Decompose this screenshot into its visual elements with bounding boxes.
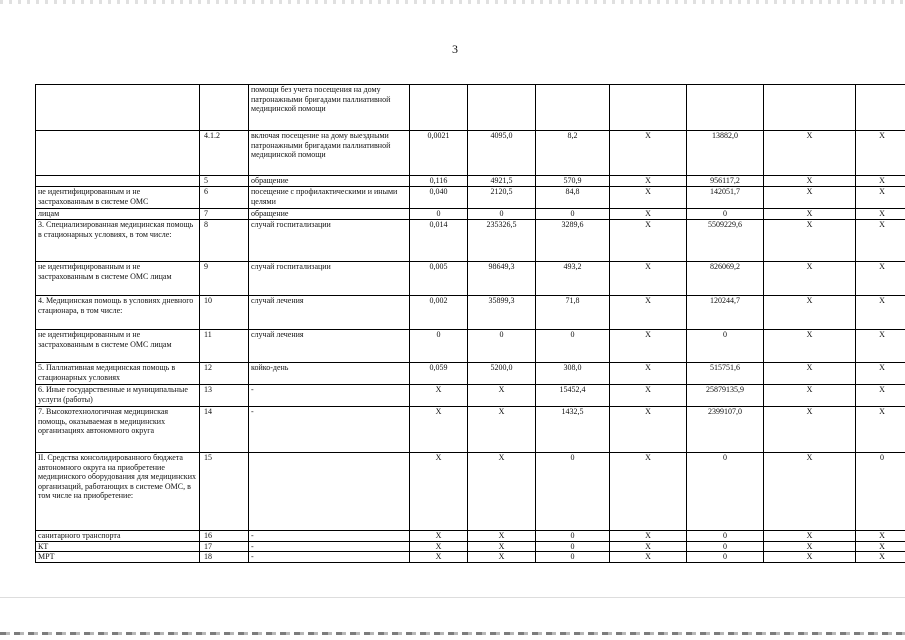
cell-volume-norm: X (410, 552, 468, 563)
cell-unit: - (249, 385, 410, 407)
cell-per-capita-oms: X (610, 385, 687, 407)
cell-indicator-name: 3. Специализированная медицинская помощь в стационарных условиях, в том числе: (36, 220, 200, 262)
cell-row-number (200, 85, 249, 131)
cell-row-number: 14 (200, 407, 249, 453)
cell-share-percent: X (856, 385, 905, 407)
cell-cost-budget: 0 (687, 209, 764, 220)
cell-cost-budget: 826069,2 (687, 262, 764, 296)
cell-per-capita-oms: X (610, 187, 687, 209)
cell-volume-norm: 0,002 (410, 296, 468, 330)
table-row (36, 407, 905, 453)
cell-volume-norm: 0 (410, 330, 468, 363)
cell-per-capita-budget: 84,8 (536, 187, 610, 209)
cell-unit: случай лечения (249, 330, 410, 363)
cell-per-capita-budget (536, 85, 610, 131)
cell-per-capita-budget: 0 (536, 209, 610, 220)
cell-cost-norm: 2120,5 (468, 187, 536, 209)
cell-share-percent (856, 85, 905, 131)
table-row (36, 531, 905, 542)
cell-per-capita-oms: X (610, 330, 687, 363)
table-row (36, 176, 905, 187)
cell-unit: обращение (249, 176, 410, 187)
cell-per-capita-budget: 71,8 (536, 296, 610, 330)
cell-per-capita-budget: 0 (536, 330, 610, 363)
cell-share-percent: X (856, 262, 905, 296)
cell-cost-oms: X (764, 552, 856, 563)
cell-cost-norm: X (468, 531, 536, 542)
cell-unit: - (249, 552, 410, 563)
cell-cost-budget: 5509229,6 (687, 220, 764, 262)
cell-cost-budget: 0 (687, 531, 764, 542)
cell-share-percent: X (856, 407, 905, 453)
table-row (36, 541, 905, 552)
cell-cost-budget: 0 (687, 330, 764, 363)
cell-cost-oms: X (764, 209, 856, 220)
cell-cost-oms: X (764, 330, 856, 363)
cell-indicator-name: не идентифицированным и не застрахованным в системе ОМС (36, 187, 200, 209)
cell-row-number: 10 (200, 296, 249, 330)
cell-indicator-name: МРТ (36, 552, 200, 563)
cell-per-capita-budget: 15452,4 (536, 385, 610, 407)
cell-volume-norm: X (410, 407, 468, 453)
cell-unit (249, 453, 410, 531)
cell-indicator-name: 5. Паллиативная медицинская помощь в стационарных условиях (36, 363, 200, 385)
cell-row-number: 4.1.2 (200, 131, 249, 176)
cell-volume-norm: 0,0021 (410, 131, 468, 176)
cell-unit: койко-день (249, 363, 410, 385)
budget-table (35, 84, 905, 563)
cell-indicator-name (36, 131, 200, 176)
cell-cost-norm: X (468, 407, 536, 453)
cell-per-capita-oms (610, 85, 687, 131)
cell-per-capita-oms: X (610, 541, 687, 552)
cell-cost-budget: 956117,2 (687, 176, 764, 187)
cell-indicator-name: лицам (36, 209, 200, 220)
cell-cost-oms: X (764, 363, 856, 385)
table-row (36, 552, 905, 563)
cell-cost-budget: 515751,6 (687, 363, 764, 385)
cell-cost-oms: X (764, 385, 856, 407)
cell-per-capita-oms: X (610, 453, 687, 531)
cell-cost-norm: 98649,3 (468, 262, 536, 296)
cell-share-percent: 0 (856, 453, 905, 531)
cell-volume-norm (410, 85, 468, 131)
cell-cost-oms: X (764, 176, 856, 187)
cell-per-capita-oms: X (610, 363, 687, 385)
cell-cost-oms (764, 85, 856, 131)
cell-share-percent: X (856, 176, 905, 187)
table-row (36, 296, 905, 330)
table-row (36, 453, 905, 531)
cell-indicator-name: санитарного транспорта (36, 531, 200, 542)
page-number: 3 (452, 42, 458, 56)
table-row (36, 385, 905, 407)
cell-row-number: 9 (200, 262, 249, 296)
cell-unit: помощи без учета посещения на дому патронажными бригадами паллиативной медицинской помощи (249, 85, 410, 131)
cell-cost-budget: 13882,0 (687, 131, 764, 176)
cell-indicator-name: II. Средства консолидированного бюджета автономного округа на приобретение медицинского оборудования для медицинских организаций, работающих в системе ОМС, в том числе на приобретение: (36, 453, 200, 531)
cell-per-capita-oms: X (610, 552, 687, 563)
cell-per-capita-budget: 3289,6 (536, 220, 610, 262)
cell-unit: - (249, 531, 410, 542)
cell-per-capita-budget: 570,9 (536, 176, 610, 187)
cell-volume-norm: X (410, 453, 468, 531)
cell-indicator-name: не идентифицированным и не застрахованным в системе ОМС лицам (36, 262, 200, 296)
cell-cost-norm: 0 (468, 209, 536, 220)
cell-per-capita-oms: X (610, 296, 687, 330)
cell-share-percent: X (856, 541, 905, 552)
cell-per-capita-budget: 0 (536, 552, 610, 563)
cell-volume-norm: 0,005 (410, 262, 468, 296)
cell-indicator-name: КТ (36, 541, 200, 552)
cell-unit: включая посещение на дому выездными патронажными бригадами паллиативной медицинской помощи (249, 131, 410, 176)
cell-unit: посещение с профилактическими и иными целями (249, 187, 410, 209)
table-row (36, 131, 905, 176)
cell-per-capita-oms: X (610, 262, 687, 296)
cell-per-capita-budget: 493,2 (536, 262, 610, 296)
cell-row-number: 16 (200, 531, 249, 542)
cell-cost-norm: 0 (468, 330, 536, 363)
cell-cost-oms: X (764, 220, 856, 262)
cell-cost-oms: X (764, 531, 856, 542)
table-row (36, 85, 905, 131)
cell-cost-budget: 0 (687, 453, 764, 531)
cell-unit: - (249, 541, 410, 552)
cell-row-number: 5 (200, 176, 249, 187)
cell-indicator-name: 4. Медицинская помощь в условиях дневного стационара, в том числе: (36, 296, 200, 330)
cell-cost-norm: X (468, 541, 536, 552)
cell-row-number: 6 (200, 187, 249, 209)
cell-per-capita-oms: X (610, 220, 687, 262)
cell-cost-norm: X (468, 385, 536, 407)
table-row (36, 187, 905, 209)
table-row (36, 262, 905, 296)
cell-indicator-name (36, 85, 200, 131)
cell-share-percent: X (856, 131, 905, 176)
cell-cost-oms: X (764, 131, 856, 176)
cell-cost-oms: X (764, 453, 856, 531)
cell-cost-budget: 142051,7 (687, 187, 764, 209)
cell-row-number: 17 (200, 541, 249, 552)
table-row (36, 220, 905, 262)
cell-volume-norm: 0,116 (410, 176, 468, 187)
cell-volume-norm: 0,059 (410, 363, 468, 385)
cell-row-number: 11 (200, 330, 249, 363)
cell-share-percent: X (856, 209, 905, 220)
table-row (36, 363, 905, 385)
cell-cost-oms: X (764, 296, 856, 330)
cell-volume-norm: 0,014 (410, 220, 468, 262)
cell-cost-oms: X (764, 541, 856, 552)
cell-per-capita-oms: X (610, 407, 687, 453)
cell-cost-oms: X (764, 262, 856, 296)
cell-share-percent: X (856, 220, 905, 262)
cell-per-capita-budget: 0 (536, 453, 610, 531)
cell-volume-norm: 0,040 (410, 187, 468, 209)
cell-indicator-name: 6. Иные государственные и муниципальные услуги (работы) (36, 385, 200, 407)
cell-volume-norm: X (410, 541, 468, 552)
cell-share-percent: X (856, 552, 905, 563)
cell-cost-norm: 5200,0 (468, 363, 536, 385)
cell-cost-budget: 0 (687, 541, 764, 552)
cell-per-capita-oms: X (610, 531, 687, 542)
cell-per-capita-budget: 8,2 (536, 131, 610, 176)
cell-cost-norm: 4095,0 (468, 131, 536, 176)
cell-share-percent: X (856, 187, 905, 209)
cell-cost-norm: 35899,3 (468, 296, 536, 330)
cell-per-capita-oms: X (610, 176, 687, 187)
cell-cost-budget: 120244,7 (687, 296, 764, 330)
cell-row-number: 7 (200, 209, 249, 220)
scan-edge-bottom (0, 632, 905, 635)
cell-row-number: 8 (200, 220, 249, 262)
cell-share-percent: X (856, 330, 905, 363)
cell-per-capita-oms: X (610, 209, 687, 220)
cell-per-capita-budget: 0 (536, 531, 610, 542)
cell-cost-norm: X (468, 552, 536, 563)
cell-row-number: 18 (200, 552, 249, 563)
table-row (36, 209, 905, 220)
cell-cost-budget: 0 (687, 552, 764, 563)
cell-share-percent: X (856, 531, 905, 542)
cell-row-number: 12 (200, 363, 249, 385)
table-row (36, 330, 905, 363)
cell-per-capita-oms: X (610, 131, 687, 176)
cell-share-percent: X (856, 363, 905, 385)
cell-cost-oms: X (764, 187, 856, 209)
cell-per-capita-budget: 1432,5 (536, 407, 610, 453)
scan-edge-top (0, 0, 905, 4)
cell-volume-norm: X (410, 385, 468, 407)
bottom-rule (0, 597, 905, 598)
cell-unit: - (249, 407, 410, 453)
cell-cost-norm (468, 85, 536, 131)
cell-cost-oms: X (764, 407, 856, 453)
cell-unit: случай госпитализации (249, 220, 410, 262)
cell-cost-budget (687, 85, 764, 131)
cell-cost-norm: 235326,5 (468, 220, 536, 262)
cell-unit: обращение (249, 209, 410, 220)
cell-row-number: 15 (200, 453, 249, 531)
cell-volume-norm: X (410, 531, 468, 542)
cell-indicator-name: не идентифицированным и не застрахованным в системе ОМС лицам (36, 330, 200, 363)
cell-unit: случай госпитализации (249, 262, 410, 296)
cell-share-percent: X (856, 296, 905, 330)
cell-cost-norm: 4921,5 (468, 176, 536, 187)
cell-volume-norm: 0 (410, 209, 468, 220)
cell-indicator-name: 7. Высокотехнологичная медицинская помощь, оказываемая в медицинских организациях автономного округа (36, 407, 200, 453)
cell-row-number: 13 (200, 385, 249, 407)
cell-cost-norm: X (468, 453, 536, 531)
cell-per-capita-budget: 308,0 (536, 363, 610, 385)
cell-indicator-name (36, 176, 200, 187)
cell-cost-budget: 2399107,0 (687, 407, 764, 453)
cell-cost-budget: 25879135,9 (687, 385, 764, 407)
cell-per-capita-budget: 0 (536, 541, 610, 552)
cell-unit: случай лечения (249, 296, 410, 330)
